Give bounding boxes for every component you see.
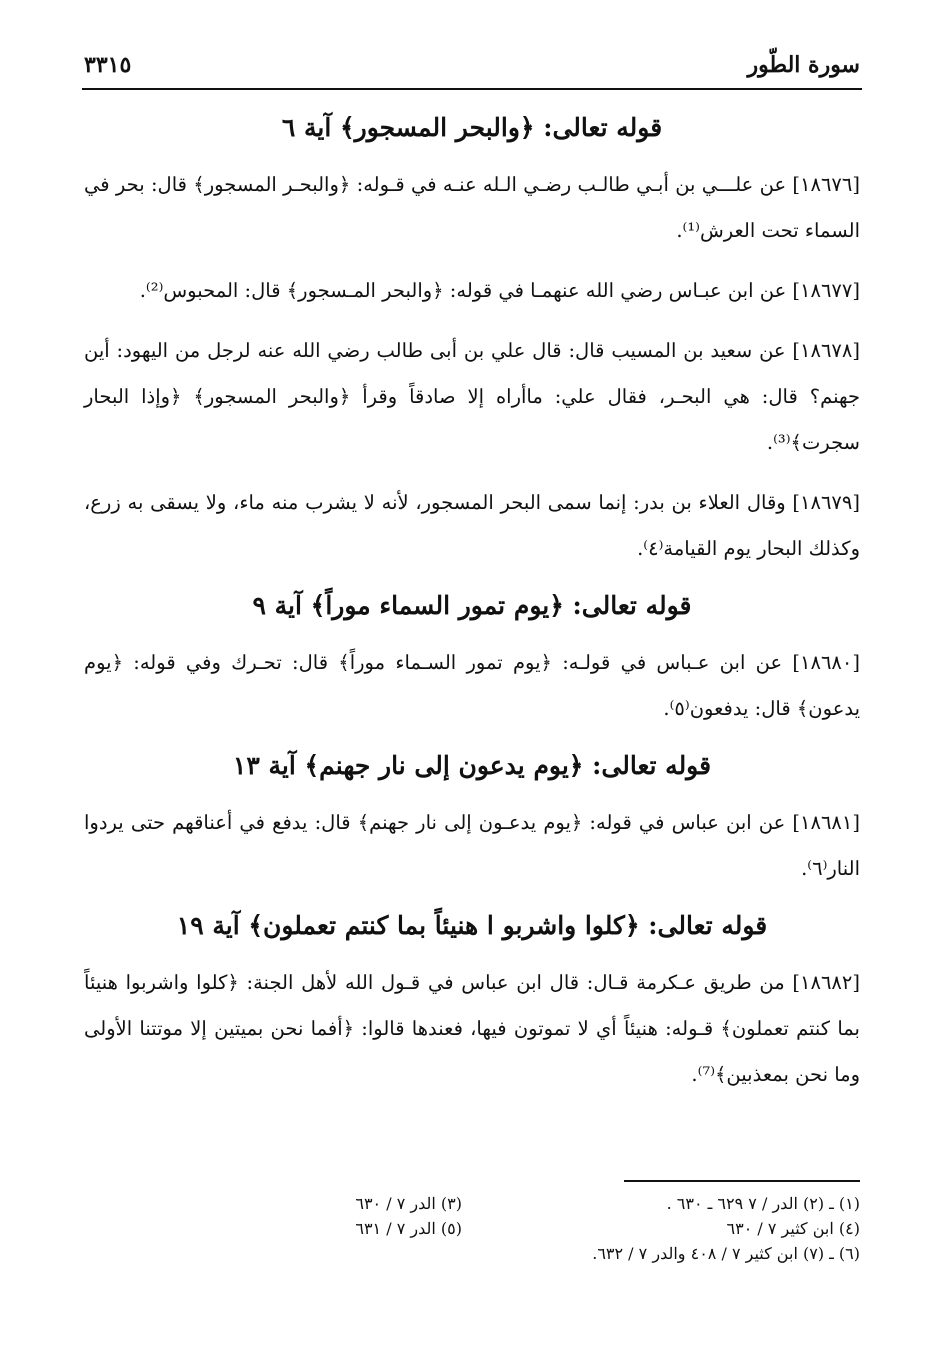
footnotes — [84, 1180, 860, 1263]
narration-18678: [١٨٦٧٨] عن سعيد بن المسيب قال: قال علي بن أبى طالب رضي الله عنه لرجل من اليهود: أين جهنم؟ قال: هي البحـر، فقال علي: ماأراه إلا صادقاً وقرأ ﴿والبحر المسجور﴾ ﴿وإذا البحار سجرت﴾⁽³⁾. — [84, 339, 860, 454]
footnote-3: (٣) الدر ٧ / ٦٣٠ — [355, 1194, 462, 1213]
footnote-6-7: (٦) ـ (٧) ابن كثير ٧ / ٤٠٨ والدر ٧ / ٦٣٢. — [592, 1244, 860, 1263]
narration-18682: [١٨٦٨٢] من طريق عـكرمة قـال: قال ابن عباس في قـول الله لأهل الجنة: ﴿كلوا واشربوا هنيئاً بما كنتم تعملون﴾ قـوله: هنيئاً أي لا تموتون فيها، فعندها قالوا: ﴿أفما نحن بميتين إلا موتتنا الأولى وما نحن بمعذبين﴾⁽⁷⁾. — [84, 971, 860, 1086]
section-heading: قوله تعالى: ﴿والبحر المسجور﴾ آية ٦ — [281, 113, 663, 142]
section-verse-6 — [84, 108, 860, 572]
surah-title: سورة الطّور — [747, 52, 860, 78]
section-heading: قوله تعالى: ﴿يوم تمور السماء موراً﴾ آية ٩ — [252, 591, 692, 620]
section-verse-13 — [84, 746, 860, 892]
section-heading: قوله تعالى: ﴿كلوا واشربو ا هنيئاً بما كنتم تعملون﴾ آية ١٩ — [176, 911, 768, 940]
page-header — [82, 52, 862, 90]
narration-18680: [١٨٦٨٠] عن ابن عـباس في قولـه: ﴿يوم تمور السـماء موراً﴾ قال: تحـرك وفي قوله: ﴿يوم يدعون﴾ قال: يدفعون⁽٥⁾. — [84, 651, 860, 720]
footnote-4: (٤) ابن كثير ٧ / ٦٣٠ — [726, 1219, 860, 1238]
footnote-5: (٥) الدر ٧ / ٦٣١ — [355, 1219, 462, 1238]
narration-18679: [١٨٦٧٩] وقال العلاء بن بدر: إنما سمى البحر المسجور، لأنه لا يشرب منه ماء، ولا يسقى به زرع، وكذلك البحار يوم القيامة⁽٤⁾. — [84, 491, 860, 560]
main-text — [84, 108, 860, 1112]
footnote-divider — [624, 1180, 860, 1182]
page-number: ٣٣١٥ — [84, 52, 132, 78]
section-heading: قوله تعالى: ﴿يوم يدعون إلى نار جهنم﴾ آية ١٣ — [232, 751, 712, 780]
footnote-1-2: (١) ـ (٢) الدر / ٧ ٦٢٩ ـ ٦٣٠ . — [666, 1194, 860, 1213]
narration-18681: [١٨٦٨١] عن ابن عباس في قوله: ﴿يوم يدعـون إلى نار جهنم﴾ قال: يدفع في أعناقهم حتى يردوا النار⁽٦⁾. — [84, 811, 860, 880]
narration-18677: [١٨٦٧٧] عن ابن عبـاس رضي الله عنهمـا في قوله: ﴿والبحر المـسجور﴾ قال: المحبوس⁽²⁾. — [139, 279, 860, 302]
narration-18676: [١٨٦٧٦] عن علـــي بن أبـي طالـب رضـي الـله عنـه في قـوله: ﴿والبحـر المسجور﴾ قال: بحر في السماء تحت العرش⁽¹⁾. — [84, 173, 860, 242]
footnote-list — [84, 1194, 860, 1263]
section-verse-9 — [84, 586, 860, 732]
section-verse-19 — [84, 906, 860, 1098]
